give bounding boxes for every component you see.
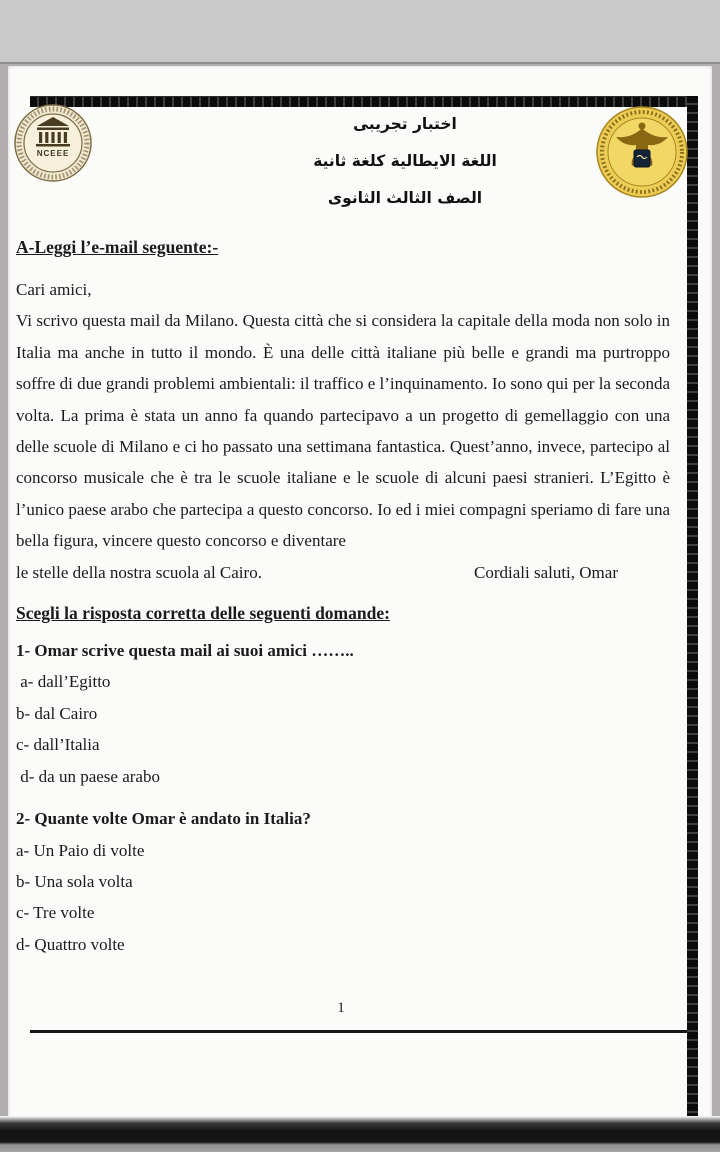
page-number: 1 [337,1000,345,1016]
ministry-of-education-seal [596,106,688,198]
question-1-option-b: b- dal Cairo [16,703,98,723]
question-2-option-a: a- Un Paio di volte [16,840,145,860]
nceee-seal [14,104,92,182]
email-closing-text: le stelle della nostra scuola al Cairo. [16,562,262,582]
scan-bottom-edge [0,1116,720,1152]
question-2-text: 2- Quante volte Omar è andato in Italia? [16,809,311,829]
arabic-title-line-3: الصف الثالث الثانوى [327,189,483,207]
questions-section-title: Scegli la risposta corretta delle seguenti domande: [16,603,390,624]
email-greeting: Cari amici, [16,280,92,299]
nceee-seal-graphic [14,104,92,182]
nceee-seal-label: NCEEE [36,149,70,158]
email-signature: Cordiali saluti, Omar [473,562,618,582]
question-1-option-c: c- dall’Italia [16,735,100,755]
arabic-title-line-2: اللغة الايطالية كلغة ثانية [313,152,497,170]
question-1 [16,635,670,792]
question-2-option-c: c- Tre volte [16,903,95,923]
exam-content [16,236,670,960]
ministry-seal-graphic [596,106,688,198]
frame-border-bottom [30,1030,687,1033]
question-1-option-a: a- dall’Egitto [16,672,111,692]
exam-arabic-title-block [290,106,520,217]
frame-border-right [687,96,698,1132]
scan-top-margin [0,0,720,64]
email-body: Vi scrivo questa mail da Milano. Questa città che si considera la capitale della moda non solo in Italia ma anche in tutto il mondo. È una delle città italiane più belle e grandi ma purtroppo soffre di due grandi problemi ambientali: il traffico e l’inquinamento. Io sono qui per la seconda volta. La prima è stata un anno fa quando partecipavo a un progetto di gemellaggio con una delle scuole di Milano e ci ho passato una settimana fantastica. Quest’anno, invece, partecipo al concorso musicale che è tra le scuole italiane e le scuole di alcuni paesi stranieri. L’Egitto è l’unico paese arabo che partecipa a questo concorso. Io ed i miei compagni speriamo di fare una bella figura, vincere questo concorso e diventare [16,311,670,551]
question-2-option-b: b- Una sola volta [16,871,133,891]
section-a-title: A-Leggi l’e-mail seguente:- [16,237,219,257]
question-2 [16,803,670,960]
email-closing-line [16,557,670,588]
question-1-option-d: d- da un paese arabo [16,766,160,786]
question-1-text: 1- Omar scrive questa mail ai suoi amici …….. [16,641,354,661]
question-2-option-d: d- Quattro volte [16,934,125,954]
arabic-title-line-1: اختبار تجريبى [353,115,457,133]
emblem-plaque [634,150,650,167]
